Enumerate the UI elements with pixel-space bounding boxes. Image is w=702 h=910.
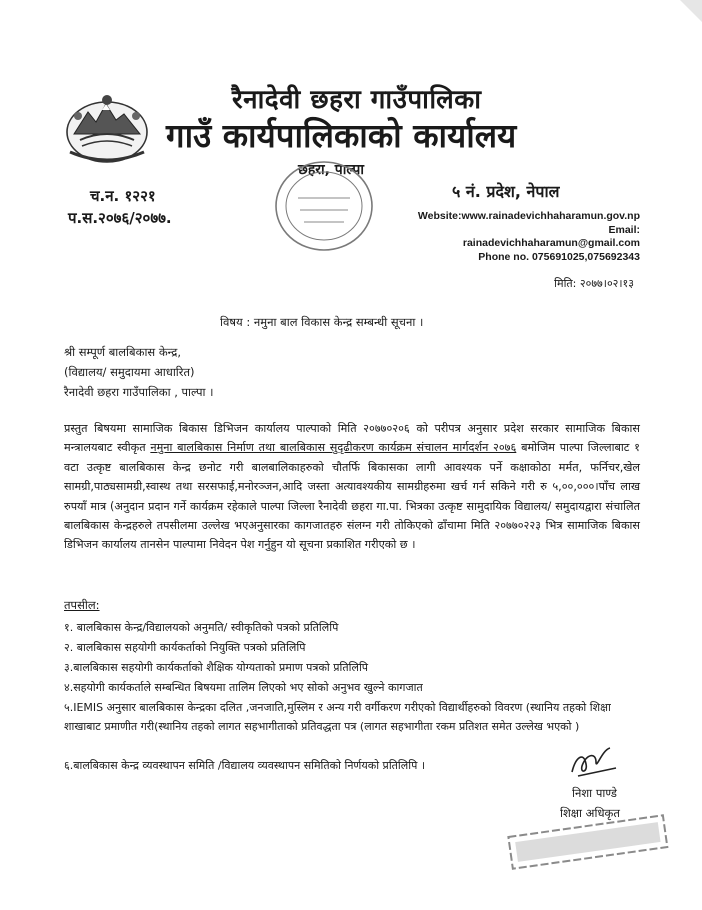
- signatory-name: निशा पाण्डे: [572, 786, 617, 800]
- office-location: छहरा, पाल्पा: [298, 162, 364, 178]
- signatory-title: शिक्षा अधिकृत: [560, 806, 620, 820]
- guideline-title: नमुना बालबिकास निर्माण तथा बालबिकास सुदृढीकरण कार्यक्रम संचालन मार्गदर्शन २०७६: [150, 441, 517, 455]
- recipient-line-1: श्री सम्पूर्ण बालबिकास केन्द्र,: [64, 345, 181, 359]
- reference-number: च.न. १२२१: [90, 187, 156, 205]
- letter-subject: विषय : नमुना बाल विकास केन्द्र सम्बन्धी सूचना ।: [220, 315, 424, 329]
- phone-text: Phone no. 075691025,075692343: [478, 250, 640, 263]
- body-text-part-1: प्रस्तुत बिषयमा सामाजिक बिकास डिभिजन कार्यालय पाल्पाको मिति २०७७०२०६ को परीपत्र अनुसार प्रदेश सरकार सामाजिक बिकास मन्त्रालयबाट स्वीकृत: [64, 422, 640, 455]
- scan-corner-mark: [680, 0, 702, 22]
- recipient-line-2: (विद्यालय/ समुदायमा आधारित): [64, 365, 195, 379]
- email-label: Email:: [608, 223, 640, 236]
- office-title: गाउँ कार्यपालिकाको कार्यालय: [166, 116, 517, 155]
- list-item: १. बालबिकास केन्द्र/विद्यालयको अनुमति/ स्वीकृतिको पत्रको प्रतिलिपि: [64, 621, 339, 634]
- official-title-stamp: [504, 814, 672, 872]
- list-item: ५.IEMIS अनुसार बालबिकास केन्द्रका दलित ,जनजाति,मुस्लिम र अन्य गरी वर्गीकरण गरीएको विद्यार्थीहरुको विवरण (स्थानिय तहको शिक्षा शाखाबाट प्रमाणीत गरी(स्थानिय तहको लागत सहभागीताको प्रतिवद्धता पत्र (लागत सहभागीता रकम प्रतिशत समेत उल्लेख भएको ): [64, 701, 611, 733]
- list-item: २. बालबिकास सहयोगी कार्यकर्ताको नियुक्ति पत्रको प्रतिलिपि: [64, 641, 306, 654]
- office-seal-stamp: [272, 158, 376, 254]
- list-item: ६.बालबिकास केन्द्र व्यवस्थापन समिति /विद्यालय व्यवस्थापन समितिको निर्णयको प्रतिलिपि ।: [64, 759, 426, 772]
- province-label: ५ नं. प्रदेश, नेपाल: [452, 182, 560, 201]
- letter-date: मिति: २०७७।०२।१३: [554, 277, 634, 290]
- body-text-part-2: बमोजिम पाल्पा जिल्लाबाट १ वटा उत्कृष्ट बालबिकास केन्द्र छनोट गरी बालबालिकाहरुको चौतर्फि बिकासका लागी आवश्यक पर्ने कक्षाकोठा मर्मत, फर्निचर,खेल सामग्री,पाठ्यसामग्री,स्वास्थ तथा सरसफाई,मनोरञ्जन,आदि जस्ता अत्यावश्यकीय सामग्रीहरुमा खर्च गर्न सकिने गरी रु ५,००,०००।पाँच लाख रुपयाँ मात्र (अनुदान प्रदान गर्ने कार्यक्रम रहेकाले पाल्पा जिल्ला रैनादेवी छहरा गा.पा. भित्रका उत्कृष्ट सामुदायिक विद्यालय/ समुदायद्वारा संचालित बालबिकास केन्द्रहरुले तपसीलमा उल्लेख भएअनुसारका कागजातहरु संलग्न गरी तोकिएको ढाँचामा मिति २०७७०२२३ भित्र सामाजिक बिकास डिभिजन कार्यालय तानसेन पाल्पामा निवेदन पेश गर्नुहुन यो सूचना प्रकाशित गरीएको छ ।: [64, 441, 640, 552]
- contact-block: [418, 210, 640, 264]
- handwritten-signature: [566, 742, 622, 782]
- fiscal-year: प.स.२०७६/२०७७.: [68, 209, 172, 227]
- nepal-emblem-logo: [60, 92, 154, 168]
- letter-body: [64, 419, 640, 555]
- website-text: Website:www.rainadevichhaharamun.gov.np: [417, 210, 640, 222]
- recipient-line-3: रैनादेवी छहरा गाउँपालिका , पाल्पा ।: [64, 385, 214, 399]
- list-item: ३.बालबिकास सहयोगी कार्यकर्ताको शैक्षिक योग्यताको प्रमाण पत्रको प्रतिलिपि: [64, 661, 369, 674]
- tapsil-heading: तपसील:: [64, 598, 100, 612]
- list-item: ४.सहयोगी कार्यकर्ताले सम्बन्धित बिषयमा तालिम लिएको भए सोको अनुभव खुल्ने कागजात: [64, 681, 423, 694]
- email-text: rainadevichhaharamun@gmail.com: [462, 237, 640, 249]
- municipality-name: रैनादेवी छहरा गाउँपालिका: [232, 85, 482, 115]
